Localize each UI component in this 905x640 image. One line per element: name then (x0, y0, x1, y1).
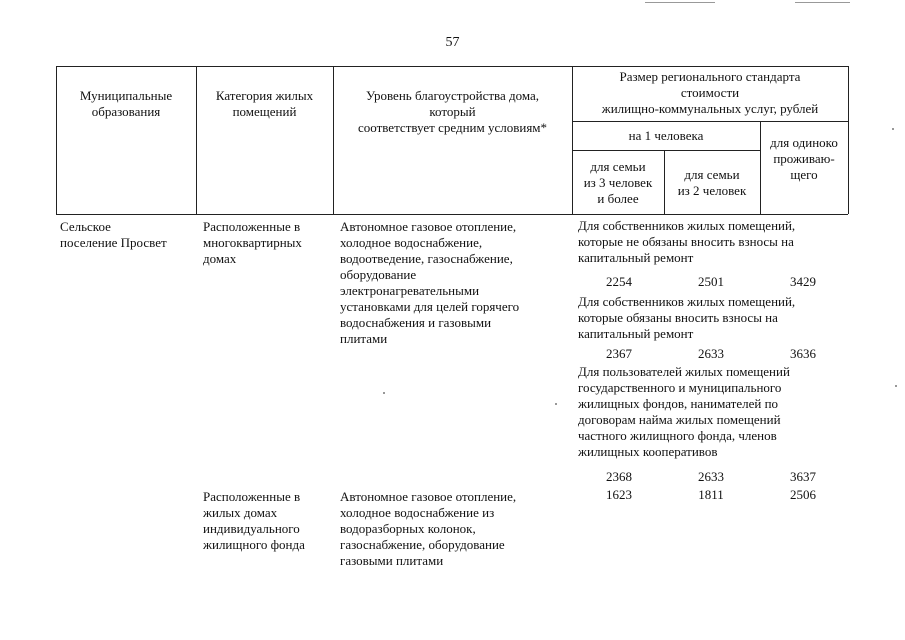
page-number: 57 (445, 35, 460, 50)
scan-dot (895, 385, 897, 387)
value-family3: 2254 (606, 274, 632, 289)
value-family2: 2501 (698, 274, 724, 289)
header-standard-size: Размер регионального стандарта стоимости жилищно-коммунальных услуг, рублей (601, 69, 819, 116)
value-family2: 2633 (698, 346, 724, 361)
group-state-municipal-users: Для пользователей жилых помещений государственного и муниципального жилищных фондов, нанимателей по договорам найма жилых помещений частного жилищного фонда, членов жилищных кооперативов (578, 364, 790, 459)
category-apartment-buildings: Расположенные в многоквартирных домах (203, 219, 302, 266)
value-single: 3636 (790, 346, 816, 361)
value-family2: 1811 (698, 487, 724, 502)
value-family3: 1623 (606, 487, 632, 502)
level-individual-houses: Автономное газовое отопление, холодное водоснабжение из водоразборных колонок, газоснабжение, оборудование газовыми плитами (340, 489, 517, 568)
group-owners-obliged: Для собственников жилых помещений, которые обязаны вносить взносы на капитальный ремонт (578, 294, 796, 341)
value-single: 2506 (790, 487, 816, 502)
scan-dot (555, 403, 557, 405)
municipality-name: Сельское поселение Просвет (60, 219, 167, 250)
value-family2: 2633 (698, 469, 724, 484)
header-category: Категория жилых помещений (215, 88, 314, 119)
scan-dot (892, 128, 894, 130)
header-level: Уровень благоустройства дома, который соответствует средним условиям* (357, 88, 548, 135)
value-single: 3637 (790, 469, 816, 484)
scan-mark (795, 2, 850, 3)
category-individual-houses: Расположенные в жилых домах индивидуального жилищного фонда (203, 489, 305, 552)
level-apartment-buildings: Автономное газовое отопление, холодное водоснабжение, водоотведение, газоснабжение, оборудование электронагревательными установками для целей горячего водоснабжения и газовыми плитами (340, 219, 520, 346)
scan-mark (645, 2, 715, 3)
header-family-3: для семьи из 3 человек и более (583, 159, 653, 206)
value-family3: 2367 (606, 346, 632, 361)
header-family-2: для семьи из 2 человек (677, 167, 747, 198)
value-single: 3429 (790, 274, 816, 289)
value-family3: 2368 (606, 469, 632, 484)
header-municipalities: Муниципальные образования (79, 88, 173, 119)
scan-dot (383, 392, 385, 394)
group-owners-not-obliged: Для собственников жилых помещений, которые не обязаны вносить взносы на капитальный ремонт (578, 218, 796, 265)
header-per-person: на 1 человека (628, 128, 704, 143)
header-single: для одиноко проживаю- щего (770, 135, 838, 182)
